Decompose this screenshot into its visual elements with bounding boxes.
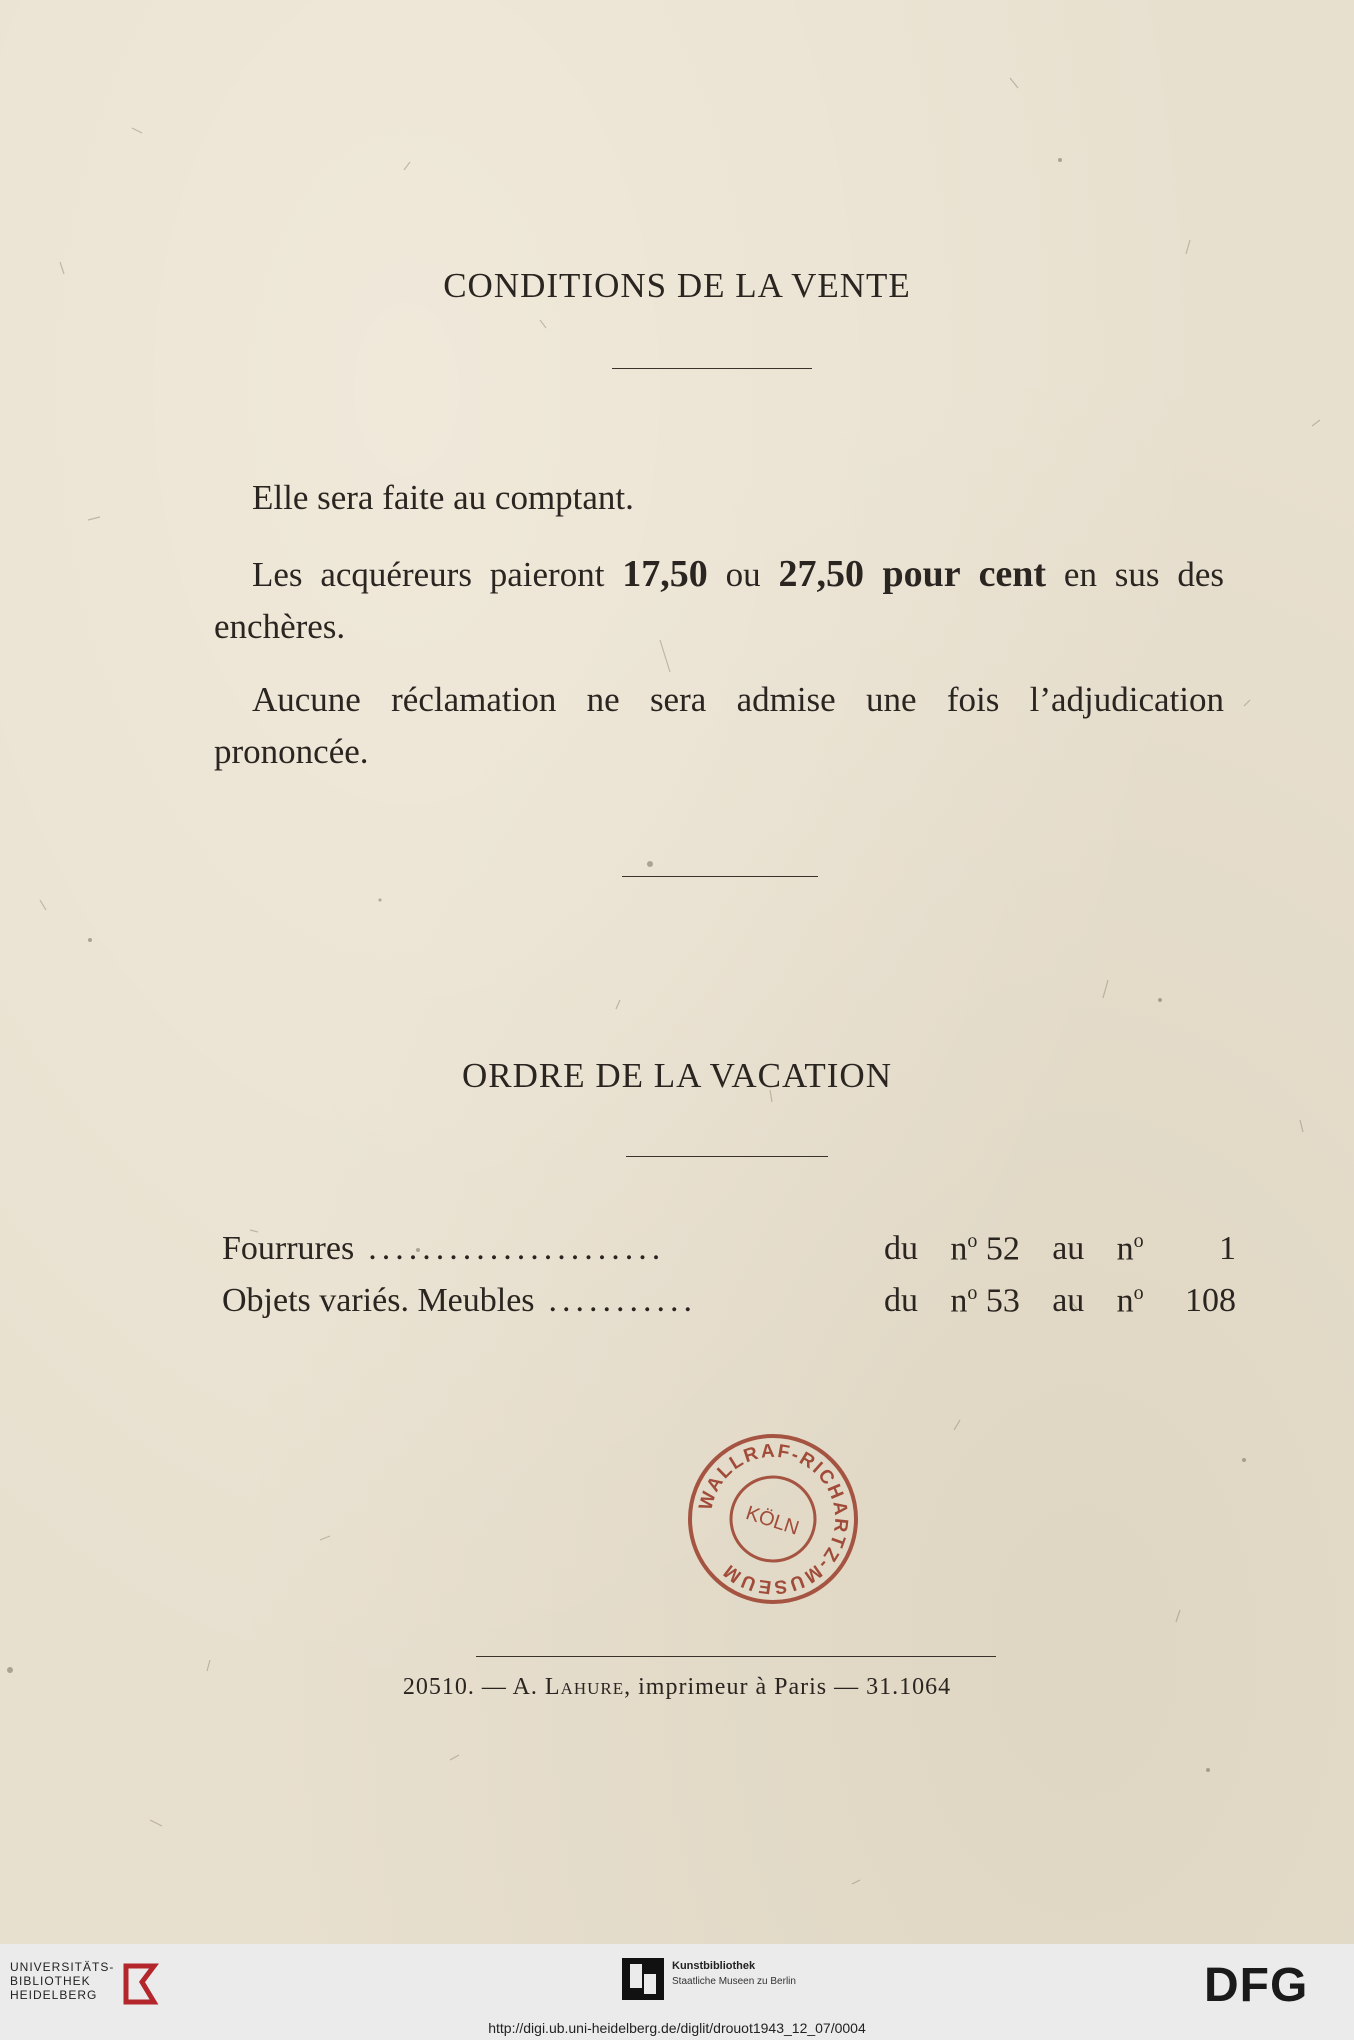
stamp-inner-text: KÖLN xyxy=(743,1502,802,1540)
condition-text-2a: Les acquéreurs paieront xyxy=(252,555,623,594)
number-sign: n xyxy=(1116,1230,1134,1268)
range-to xyxy=(1117,1230,1144,1268)
range-to xyxy=(1117,1282,1144,1320)
degree-mark: o xyxy=(1133,1282,1144,1304)
kunstbibliothek-title: Kunstbibliothek xyxy=(672,1960,756,1972)
condition-paragraph-3 xyxy=(214,674,1224,778)
university-library-logo-icon xyxy=(122,1962,164,2006)
range-du: du xyxy=(884,1230,918,1267)
divider xyxy=(612,368,812,369)
printer-name: Lahure, xyxy=(544,1674,632,1700)
degree-mark: o xyxy=(1133,1230,1144,1252)
condition-text-2c: en sus des enchères. xyxy=(214,555,1225,646)
university-library-name: UNIVERSITÄTS- BIBLIOTHEK HEIDELBERG xyxy=(10,1960,115,2002)
imprint-code: 31.1064 xyxy=(866,1674,952,1700)
stamp-outer-text: WALLRAF-RICHARTZ-MUSEUM xyxy=(695,1440,852,1598)
number-sign: n xyxy=(1116,1282,1134,1320)
dfg-logo: DFG xyxy=(1204,1959,1309,2012)
range-from xyxy=(950,1230,1020,1268)
lot-to: 108 xyxy=(1184,1282,1236,1319)
degree-mark: o xyxy=(967,1282,978,1304)
imprint-number: 20510. xyxy=(402,1674,475,1700)
condition-text-3: Aucune réclamation ne sera admise une fois l’adjudication prononcée. xyxy=(214,680,1224,771)
kunstbibliothek-subtitle: Staatliche Museen zu Berlin xyxy=(672,1976,796,1987)
digitization-footer xyxy=(0,1944,1354,2040)
kunstbibliothek-logo-icon xyxy=(622,1958,664,2000)
range-au: au xyxy=(1052,1230,1085,1267)
printer-imprint xyxy=(0,1674,1354,1701)
dot-leader: ........... xyxy=(548,1282,698,1319)
imprint-dash: — xyxy=(834,1674,860,1700)
commission-rate-2: 27,50 pour cent xyxy=(778,553,1047,595)
condition-paragraph-2 xyxy=(214,548,1224,653)
lot-range xyxy=(854,1230,1236,1268)
divider xyxy=(622,876,818,877)
lot-range xyxy=(854,1282,1236,1320)
condition-text-2b: ou xyxy=(707,555,779,594)
lot-from: 53 xyxy=(985,1282,1020,1320)
lot-to: 1 xyxy=(1218,1230,1236,1267)
order-row-objects xyxy=(222,1282,1236,1330)
order-label: Fourrures xyxy=(222,1230,355,1267)
printer-initial: A. xyxy=(512,1674,538,1700)
range-from xyxy=(950,1282,1020,1320)
conditions-title: CONDITIONS DE LA VENTE xyxy=(443,266,911,305)
range-au: au xyxy=(1052,1282,1085,1319)
imprint-rule xyxy=(476,1656,996,1657)
condition-paragraph-1 xyxy=(214,472,1224,524)
order-row-furs xyxy=(222,1230,1236,1278)
order-label: Objets variés. Meubles xyxy=(222,1282,535,1319)
range-du: du xyxy=(884,1282,918,1319)
degree-mark: o xyxy=(967,1230,978,1252)
permalink-url[interactable]: http://digi.ub.uni-heidelberg.de/diglit/drouot1943_12_07/0004 xyxy=(488,2020,866,2036)
commission-rate-1: 17,50 xyxy=(622,553,708,595)
lot-from: 52 xyxy=(985,1230,1020,1268)
imprint-location: imprimeur à Paris xyxy=(638,1674,828,1700)
number-sign: n xyxy=(950,1282,968,1320)
museum-stamp xyxy=(686,1432,860,1606)
divider xyxy=(626,1156,828,1157)
condition-text-1: Elle sera faite au comptant. xyxy=(252,478,634,517)
dot-leader: ...................... xyxy=(368,1230,666,1267)
number-sign: n xyxy=(950,1230,968,1268)
vacation-order-title: ORDRE DE LA VACATION xyxy=(462,1056,892,1095)
imprint-dash: — xyxy=(481,1674,507,1700)
